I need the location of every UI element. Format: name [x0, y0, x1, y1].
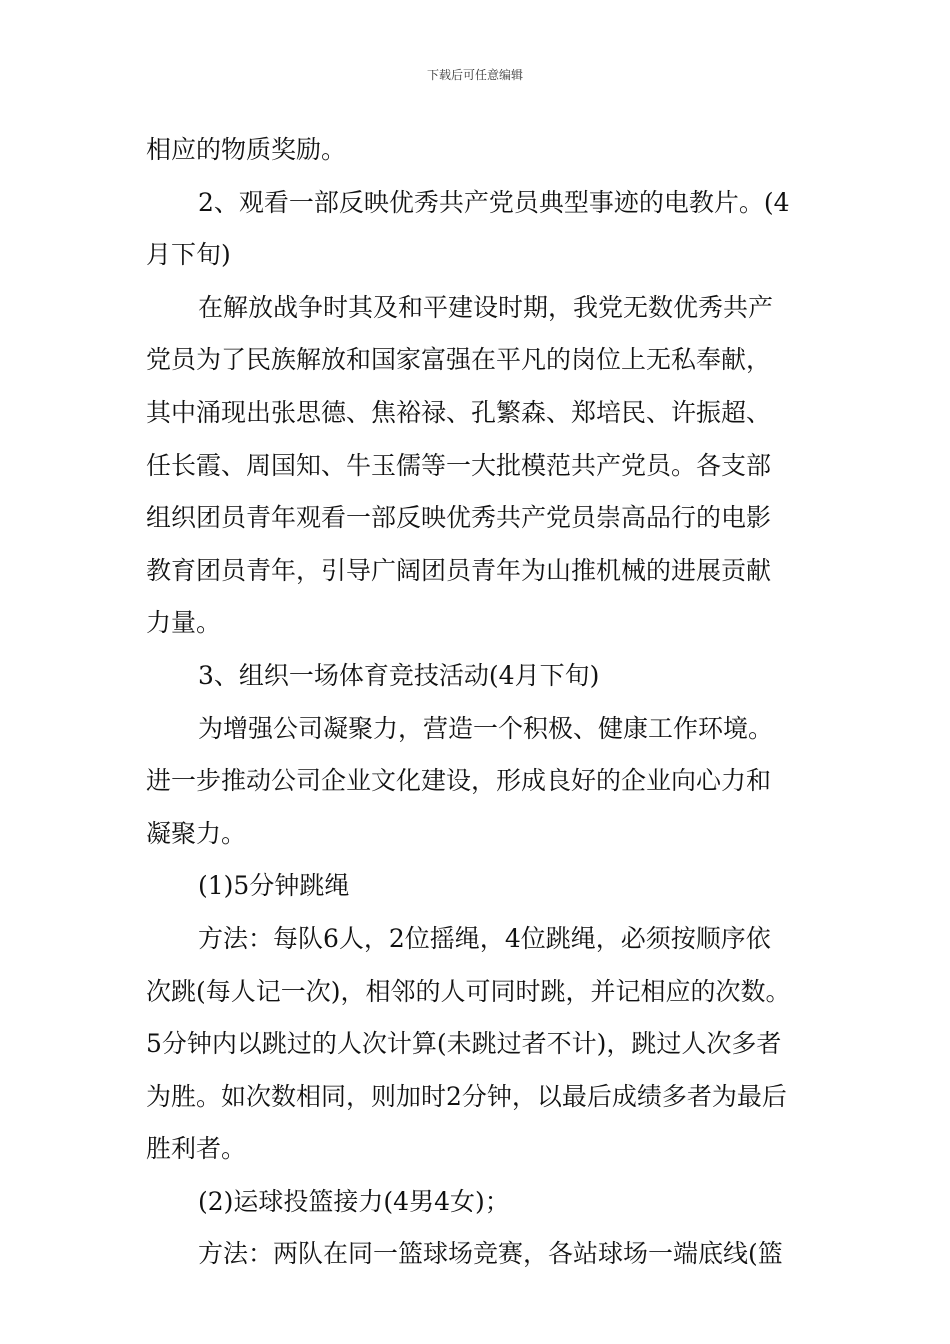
text-line: (1)5分钟跳绳 — [198, 871, 350, 901]
text-line: 5分钟内以跳过的人次计算(未跳过者不计)，跳过人次多者 — [146, 1029, 782, 1059]
text-line: 在解放战争时其及和平建设时期，我党无数优秀共产 — [198, 292, 774, 322]
text-line: 2、观看一部反映优秀共产党员典型事迹的电教片。(4 — [198, 187, 790, 217]
text-line: 为增强公司凝聚力，营造一个积极、健康工作环境。 — [198, 713, 774, 743]
text-line: 3、组织一场体育竞技活动(4月下旬) — [198, 660, 600, 690]
text-line: 方法：每队6人，2位摇绳，4位跳绳，必须按顺序依 — [198, 923, 771, 953]
text-line: 进一步推动公司企业文化建设，形成良好的企业向心力和 — [146, 766, 772, 796]
text-line: 凝聚力。 — [146, 818, 247, 848]
text-line: 党员为了民族解放和国家富强在平凡的岗位上无私奉献， — [146, 345, 772, 375]
text-line: 为胜。如次数相同，则加时2分钟，以最后成绩多者为最后 — [146, 1081, 787, 1111]
text-line: 次跳(每人记一次)，相邻的人可同时跳，并记相应的次数。 — [146, 976, 791, 1006]
text-line: 力量。 — [146, 608, 222, 638]
text-line: 任长霞、周国知、牛玉儒等一大批模范共产党员。各支部 — [146, 450, 772, 480]
text-line: (2)运球投篮接力(4男4女)； — [198, 1186, 510, 1216]
text-line: 胜利者。 — [146, 1134, 247, 1164]
text-line: 方法：两队在同一篮球场竞赛，各站球场一端底线(篮 — [198, 1239, 783, 1269]
text-line: 组织团员青年观看一部反映优秀共产党员崇高品行的电影 — [146, 503, 772, 533]
document-body — [146, 128, 816, 1285]
page-header: 下载后可任意编辑 — [426, 68, 523, 82]
text-line: 相应的物质奖励。 — [146, 135, 347, 164]
text-line: 教育团员青年，引导广阔团员青年为山推机械的进展贡献 — [146, 555, 772, 585]
text-line: 月下旬) — [146, 240, 231, 270]
text-line: 其中涌现出张思德、焦裕禄、孔繁森、郑培民、许振超、 — [146, 397, 772, 427]
